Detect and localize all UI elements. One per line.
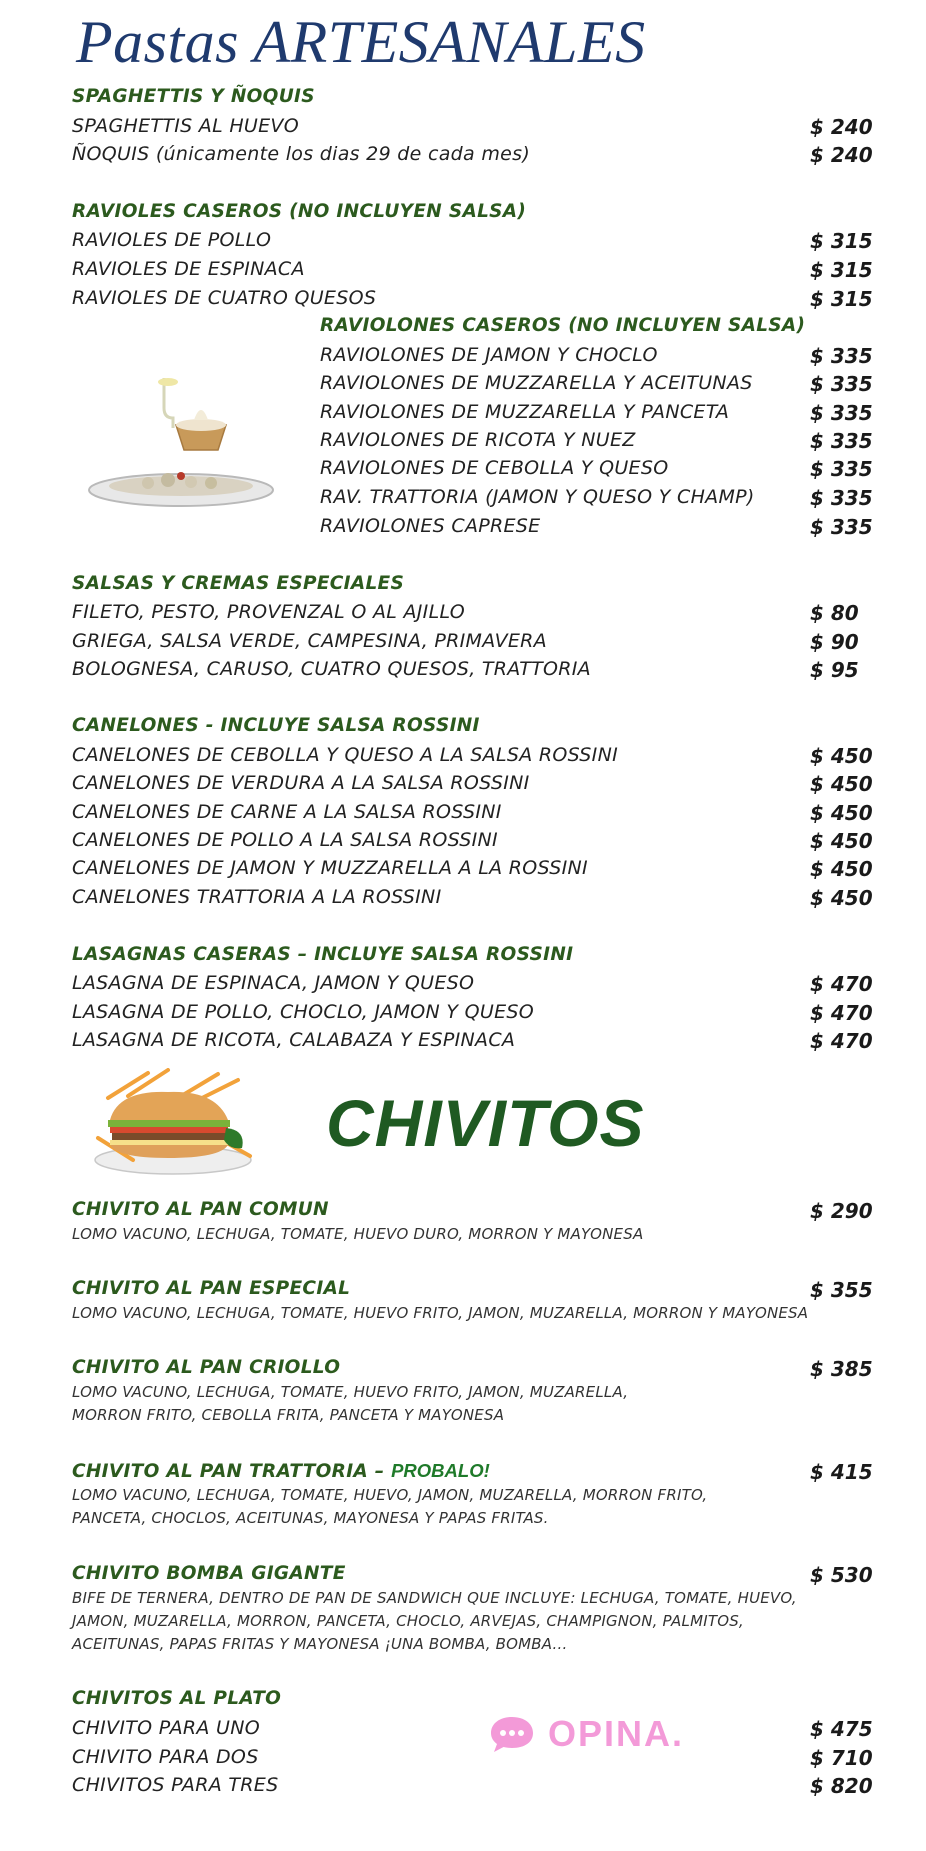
item-price: $ 450 <box>810 886 873 910</box>
menu-item: GRIEGA, SALSA VERDE, CAMPESINA, PRIMAVERA $ 90 <box>72 630 859 654</box>
chivito-name: CHIVITO AL PAN COMUN $ 290 <box>72 1199 873 1223</box>
item-price: $ 315 <box>810 287 873 311</box>
chivito-description: LOMO VACUNO, LECHUGA, TOMATE, HUEVO DURO, MORRON Y MAYONESA <box>72 1225 644 1243</box>
item-price: $ 820 <box>810 1774 873 1798</box>
menu-item: RAVIOLES DE POLLO $ 315 <box>72 229 873 253</box>
item-price: $ 335 <box>810 457 873 481</box>
section-heading-lasagnas: LASAGNAS CASERAS – INCLUYE SALSA ROSSINI <box>72 944 574 965</box>
opina-watermark: OPINA. <box>488 1712 684 1756</box>
item-price: $ 385 <box>810 1357 873 1381</box>
menu-item: RAVIOLONES DE JAMON Y CHOCLO $ 335 <box>320 344 873 368</box>
menu-item: CHIVITO PARA DOS $ 710 <box>72 1746 873 1770</box>
chivito-description: LOMO VACUNO, LECHUGA, TOMATE, HUEVO, JAMON, MUZARELLA, MORRON FRITO, PANCETA, CHOCLOS, ACEITUNAS, MAYONESA Y PAPAS FRITAS. <box>72 1486 708 1527</box>
item-price: $ 240 <box>810 115 873 139</box>
chivito-description: LOMO VACUNO, LECHUGA, TOMATE, HUEVO FRITO, JAMON, MUZARELLA, MORRON Y MAYONESA <box>72 1304 809 1322</box>
menu-item: RAVIOLES DE ESPINACA $ 315 <box>72 258 873 282</box>
chivito-name: CHIVITO AL PAN ESPECIAL $ 355 <box>72 1278 873 1302</box>
section-heading-spaghettis: SPAGHETTIS Y ÑOQUIS <box>72 86 315 107</box>
item-price: $ 450 <box>810 801 873 825</box>
item-price: $ 470 <box>810 972 873 996</box>
item-price: $ 530 <box>810 1563 873 1587</box>
menu-item: CANELONES DE POLLO A LA SALSA ROSSINI $ 450 <box>72 829 873 853</box>
menu-item: LASAGNA DE ESPINACA, JAMON Y QUESO $ 470 <box>72 972 873 996</box>
item-price: $ 355 <box>810 1278 873 1302</box>
menu-item: CANELONES DE VERDURA A LA SALSA ROSSINI $ 450 <box>72 772 873 796</box>
menu-item: CHIVITOS PARA TRES $ 820 <box>72 1774 873 1798</box>
item-price: $ 335 <box>810 401 873 425</box>
chivito-name: CHIVITO BOMBA GIGANTE $ 530 <box>72 1563 873 1587</box>
item-price: $ 470 <box>810 1001 873 1025</box>
section-heading-ravioles: RAVIOLES CASEROS (NO INCLUYEN SALSA) <box>72 201 527 222</box>
menu-item: CANELONES DE JAMON Y MUZZARELLA A LA ROSSINI $ 450 <box>72 857 873 881</box>
item-price: $ 475 <box>810 1717 873 1741</box>
section-heading-chivitos-plato: CHIVITOS AL PLATO <box>72 1688 282 1709</box>
item-price: $ 315 <box>810 229 873 253</box>
menu-item: CANELONES DE CARNE A LA SALSA ROSSINI $ 450 <box>72 801 873 825</box>
menu-item: RAV. TRATTORIA (JAMON Y QUESO Y CHAMP) $ 335 <box>320 486 873 510</box>
menu-item: CHIVITO PARA UNO $ 475 <box>72 1717 873 1741</box>
section-heading-canelones: CANELONES - INCLUYE SALSA ROSSINI <box>72 715 480 736</box>
item-price: $ 710 <box>810 1746 873 1770</box>
item-price: $ 290 <box>810 1199 873 1223</box>
menu-item: LASAGNA DE RICOTA, CALABAZA Y ESPINACA $ 470 <box>72 1029 873 1053</box>
item-price: $ 470 <box>810 1029 873 1053</box>
item-price: $ 335 <box>810 429 873 453</box>
menu-item: RAVIOLES DE CUATRO QUESOS $ 315 <box>72 287 873 311</box>
item-price: $ 450 <box>810 857 873 881</box>
item-price: $ 335 <box>810 486 873 510</box>
item-price: $ 450 <box>810 829 873 853</box>
chivitos-title: CHIVITOS <box>326 1086 645 1160</box>
chivito-name: CHIVITO AL PAN TRATTORIA – PROBALO! $ 415 <box>72 1460 873 1484</box>
menu-item: LASAGNA DE POLLO, CHOCLO, JAMON Y QUESO $ 470 <box>72 1001 873 1025</box>
pasta-plate-image <box>76 370 286 520</box>
menu-item: CANELONES DE CEBOLLA Y QUESO A LA SALSA ROSSINI $ 450 <box>72 744 873 768</box>
item-price: $ 90 <box>810 630 859 654</box>
menu-item: RAVIOLONES DE MUZZARELLA Y ACEITUNAS $ 335 <box>320 372 873 396</box>
probalo-tag: PROBALO! <box>391 1460 490 1481</box>
menu-item: SPAGHETTIS AL HUEVO $ 240 <box>72 115 873 139</box>
chivito-description: BIFE DE TERNERA, DENTRO DE PAN DE SANDWICH QUE INCLUYE: LECHUGA, TOMATE, HUEVO, JAMON, MUZARELLA, MORRON, PANCETA, CHOCLO, ARVEJAS, CHAMPIGNON, PALMITOS, ACEITUNAS, PAPAS FRITAS Y MAYONESA ¡UNA BOMBA, BOMBA... <box>72 1589 797 1653</box>
menu-item: RAVIOLONES DE RICOTA Y NUEZ $ 335 <box>320 429 873 453</box>
item-price: $ 335 <box>810 515 873 539</box>
chivito-name: CHIVITO AL PAN CRIOLLO $ 385 <box>72 1357 873 1381</box>
item-price: $ 95 <box>810 658 859 682</box>
chivito-sandwich-image <box>88 1068 258 1178</box>
page-title: Pastas ARTESANALES <box>76 9 646 75</box>
item-price: $ 415 <box>810 1460 873 1484</box>
item-price: $ 450 <box>810 744 873 768</box>
item-price: $ 80 <box>810 601 859 625</box>
menu-item: RAVIOLONES DE MUZZARELLA Y PANCETA $ 335 <box>320 401 873 425</box>
menu-item: CANELONES TRATTORIA A LA ROSSINI $ 450 <box>72 886 873 910</box>
item-price: $ 335 <box>810 344 873 368</box>
item-price: $ 335 <box>810 372 873 396</box>
section-heading-raviolones: RAVIOLONES CASEROS (NO INCLUYEN SALSA) <box>320 315 806 336</box>
menu-item: ÑOQUIS (únicamente los dias 29 de cada mes) $ 240 <box>72 143 873 167</box>
section-heading-salsas: SALSAS Y CREMAS ESPECIALES <box>72 573 405 594</box>
chivito-description: LOMO VACUNO, LECHUGA, TOMATE, HUEVO FRITO, JAMON, MUZARELLA, MORRON FRITO, CEBOLLA FRITA, PANCETA Y MAYONESA <box>72 1383 629 1424</box>
item-price: $ 450 <box>810 772 873 796</box>
menu-item: RAVIOLONES CAPRESE $ 335 <box>320 515 873 539</box>
item-price: $ 240 <box>810 143 873 167</box>
menu-item: FILETO, PESTO, PROVENZAL O AL AJILLO $ 80 <box>72 601 859 625</box>
menu-item: RAVIOLONES DE CEBOLLA Y QUESO $ 335 <box>320 457 873 481</box>
chat-bubble-icon <box>488 1714 536 1754</box>
item-price: $ 315 <box>810 258 873 282</box>
menu-item: BOLOGNESA, CARUSO, CUATRO QUESOS, TRATTORIA $ 95 <box>72 658 859 682</box>
